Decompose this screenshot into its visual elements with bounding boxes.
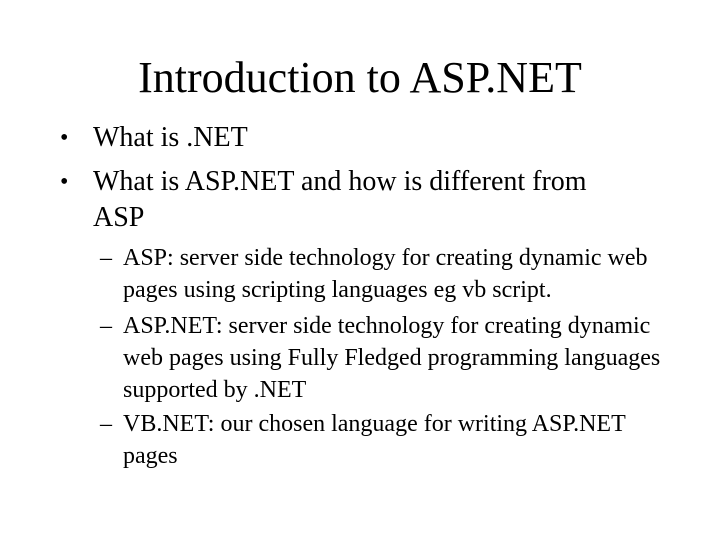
sub-bullet-text: VB.NET: our chosen language for writing ASP.NET pages [123, 411, 626, 469]
bullet-dot-icon: • [60, 169, 69, 195]
dash-icon: – [100, 313, 112, 339]
dash-icon: – [100, 245, 112, 271]
sub-bullet-text: ASP.NET: server side technology for creating dynamic web pages using Fully Fledged programming languages supported by .NET [123, 313, 661, 403]
slide-title: Introduction to ASP.NET [138, 53, 582, 102]
bullet-text: What is .NET [93, 122, 248, 153]
sub-bullet-item [100, 408, 680, 472]
sub-bullet-item [100, 242, 680, 306]
bullet-item [56, 120, 680, 156]
slide-body [56, 112, 680, 472]
sub-bullet-text: ASP: server side technology for creating dynamic web pages using scripting languages eg vb script. [123, 245, 648, 303]
bullet-text: What is ASP.NET and how is different from ASP [93, 166, 587, 233]
dash-icon: – [100, 411, 112, 437]
sub-bullet-item [100, 310, 680, 406]
bullet-dot-icon: • [60, 125, 69, 151]
bullet-item [56, 164, 680, 236]
